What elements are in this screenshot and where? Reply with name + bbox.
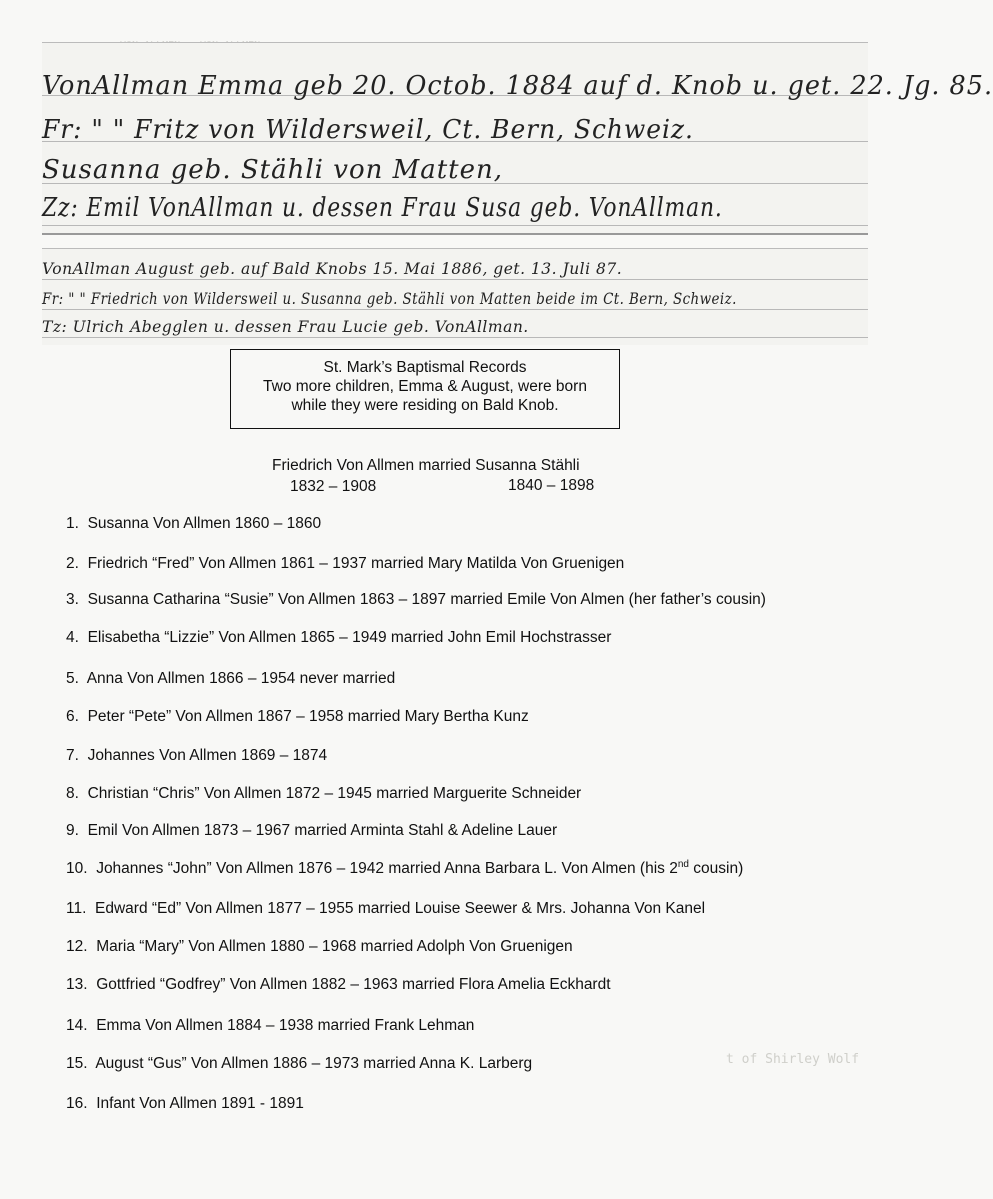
item-number: 16.	[66, 1095, 88, 1112]
item-number: 3.	[66, 591, 79, 608]
item-text: Elisabetha “Lizzie” Von Allmen 1865 – 1949 married John Emil Hochstrasser	[87, 629, 612, 646]
item-number: 13.	[66, 976, 88, 993]
list-item	[66, 555, 624, 573]
item-number: 6.	[66, 708, 79, 725]
item-number: 12.	[66, 938, 88, 955]
handwritten-baptism-record-august	[42, 248, 868, 345]
list-item	[66, 1055, 532, 1073]
list-item	[66, 747, 327, 765]
handwriting-line: Fr: " " Fritz von Wildersweil, Ct. Bern, Schweiz.	[42, 115, 694, 145]
item-text: August “Gus” Von Allmen 1886 – 1973 married Anna K. Larberg	[95, 1055, 533, 1072]
ordinal-suffix: nd	[677, 858, 689, 870]
father-dates: 1832 – 1908	[290, 478, 377, 495]
item-number: 14.	[66, 1017, 88, 1034]
item-text: Susanna Catharina “Susie” Von Allmen 1863 – 1897 married Emile Von Almen (her father’s cousin)	[87, 591, 766, 608]
item-text: Infant Von Allmen 1891 - 1891	[96, 1095, 304, 1112]
caption-box	[230, 349, 620, 429]
item-number: 10.	[66, 860, 88, 877]
list-item	[66, 1017, 474, 1035]
list-item	[66, 900, 705, 918]
item-text: Christian “Chris” Von Allmen 1872 – 1945 married Marguerite Schneider	[87, 785, 582, 802]
bleed-through-right-side: t of Shirley Wolf	[726, 1052, 860, 1067]
item-text-main: Johannes “John” Von Allmen 1876 – 1942 married Anna Barbara L. Von Almen (his 2	[96, 860, 678, 877]
handwriting-line: VonAllman August geb. auf Bald Knobs 15. Mai 1886, get. 13. Juli 87.	[42, 259, 623, 278]
caption-line: Two more children, Emma & August, were born	[263, 378, 587, 395]
caption-line: St. Mark’s Baptismal Records	[323, 359, 527, 376]
list-item	[66, 976, 611, 994]
item-number: 5.	[66, 670, 79, 687]
item-number: 2.	[66, 555, 79, 572]
item-number: 15.	[66, 1055, 88, 1072]
item-text: Emil Von Allmen 1873 – 1967 married Arminta Stahl & Adeline Lauer	[87, 822, 558, 839]
handwriting-line: Tz: Ulrich Abegglen u. dessen Frau Lucie geb. VonAllman.	[42, 317, 529, 336]
item-number: 9.	[66, 822, 79, 839]
list-item	[66, 822, 557, 840]
list-item	[66, 708, 529, 726]
item-number: 11.	[66, 900, 87, 917]
item-text: Maria “Mary” Von Allmen 1880 – 1968 married Adolph Von Gruenigen	[96, 938, 573, 955]
list-item	[66, 591, 766, 609]
item-text: Gottfried “Godfrey” Von Allmen 1882 – 1963 married Flora Amelia Eckhardt	[96, 976, 611, 993]
item-text	[96, 860, 743, 877]
handwriting-line: Zz: Emil VonAllman u. dessen Frau Susa geb. VonAllman.	[42, 193, 723, 223]
list-item	[66, 670, 395, 688]
mother-dates: 1840 – 1898	[508, 477, 595, 494]
handwriting-line: VonAllman Emma geb 20. Octob. 1884 auf d. Knob u. get. 22. Jg. 85.	[42, 71, 993, 101]
item-number: 8.	[66, 785, 79, 802]
list-item	[66, 938, 573, 956]
item-number: 1.	[66, 515, 79, 532]
item-text-end: cousin)	[688, 860, 744, 877]
item-number: 7.	[66, 747, 79, 764]
item-text: Johannes Von Allmen 1869 – 1874	[87, 747, 328, 764]
item-text: Edward “Ed” Von Allmen 1877 – 1955 married Louise Seewer & Mrs. Johanna Von Kanel	[95, 900, 706, 917]
list-item	[66, 860, 743, 878]
list-item	[66, 785, 581, 803]
handwritten-baptism-record-emma	[42, 42, 993, 235]
list-item	[66, 1095, 304, 1113]
item-number: 4.	[66, 629, 79, 646]
handwriting-line: Susanna geb. Stähli von Matten,	[42, 155, 504, 185]
item-text: Anna Von Allmen 1866 – 1954 never married	[86, 670, 396, 687]
item-text: Susanna Von Allmen 1860 – 1860	[87, 515, 322, 532]
caption-line: while they were residing on Bald Knob.	[291, 397, 559, 414]
item-text: Emma Von Allmen 1884 – 1938 married Frank Lehman	[96, 1017, 475, 1034]
list-item	[66, 629, 611, 647]
handwriting-line: Fr: " " Friedrich von Wildersweil u. Susanna geb. Stähli von Matten beide im Ct. Bern, Schweiz.	[42, 289, 737, 308]
parents-names: Friedrich Von Allmen married Susanna Stähli	[272, 457, 580, 474]
list-item	[66, 515, 321, 533]
item-text: Friedrich “Fred” Von Allmen 1861 – 1937 married Mary Matilda Von Gruenigen	[87, 555, 625, 572]
item-text: Peter “Pete” Von Allmen 1867 – 1958 married Mary Bertha Kunz	[87, 708, 529, 725]
